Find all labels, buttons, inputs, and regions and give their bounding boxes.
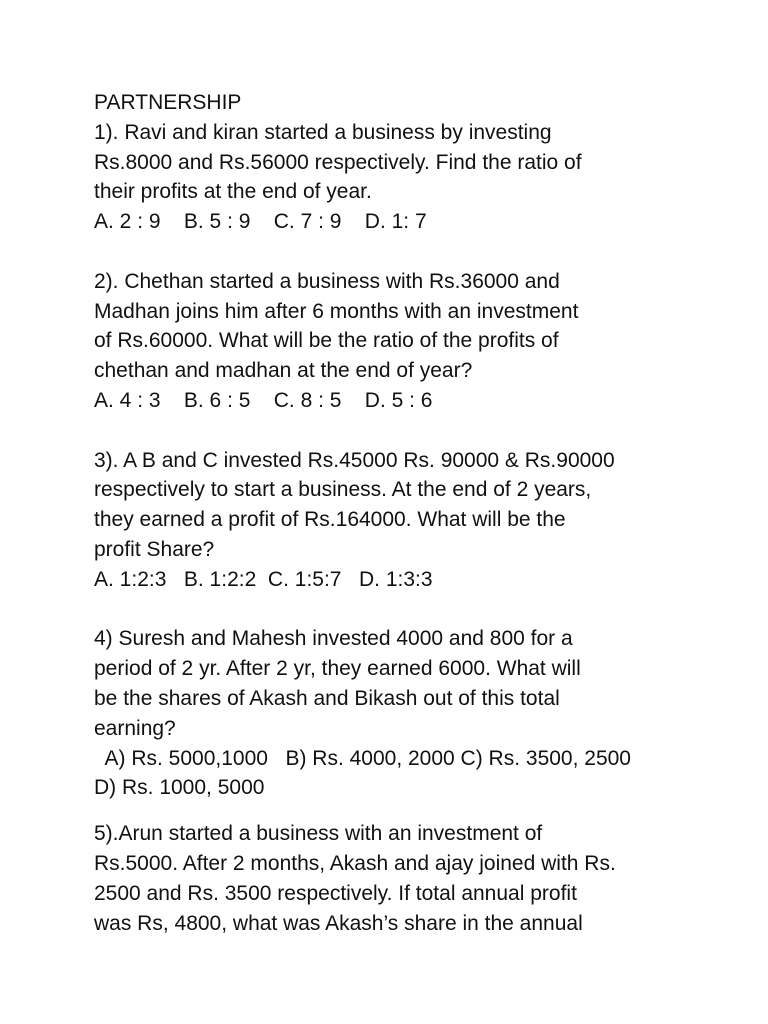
question-1 (94, 118, 744, 237)
question-text-line: they earned a profit of Rs.164000. What will be the (94, 508, 566, 532)
answer-options-continued: D) Rs. 1000, 5000 (94, 776, 265, 800)
question-text-line: of Rs.60000. What will be the ratio of the profits of (94, 329, 559, 353)
question-text-line: chethan and madhan at the end of year? (94, 359, 473, 383)
question-text-line: 4) Suresh and Mahesh invested 4000 and 800 for a (94, 627, 573, 651)
answer-options: A. 1:2:3 B. 1:2:2 C. 1:5:7 D. 1:3:3 (94, 567, 433, 591)
answer-options: A) Rs. 5000,1000 B) Rs. 4000, 2000 C) Rs. 3500, 2500 (94, 746, 631, 770)
question-text-line: 3). A B and C invested Rs.45000 Rs. 90000 & Rs.90000 (94, 448, 615, 472)
question-text-line: be the shares of Akash and Bikash out of this total (94, 686, 560, 710)
question-text-line: their profits at the end of year. (94, 180, 372, 204)
question-text-line: Madhan joins him after 6 months with an investment (94, 299, 579, 323)
question-5 (94, 819, 744, 938)
spacer (94, 416, 744, 446)
question-2 (94, 267, 744, 416)
question-text-line: profit Share? (94, 537, 215, 561)
question-text-line: earning? (94, 716, 176, 740)
spacer (94, 595, 744, 625)
question-text-line: was Rs, 4800, what was Akash’s share in the annual (94, 911, 583, 935)
question-4 (94, 624, 744, 803)
question-text-line: respectively to start a business. At the end of 2 years, (94, 478, 592, 502)
question-text-line: 1). Ravi and kiran started a business by investing (94, 120, 552, 144)
page-title: PARTNERSHIP (94, 91, 242, 114)
spacer (94, 803, 744, 819)
answer-options: A. 4 : 3 B. 6 : 5 C. 8 : 5 D. 5 : 6 (94, 388, 433, 412)
question-text-line: 2). Chethan started a business with Rs.36000 and (94, 269, 560, 293)
question-text-line: 5).Arun started a business with an investment of (94, 822, 543, 846)
question-text-line: period of 2 yr. After 2 yr, they earned 6000. What will (94, 657, 581, 681)
question-text-line: Rs.5000. After 2 months, Akash and ajay joined with Rs. (94, 851, 616, 875)
document-page (94, 88, 744, 938)
answer-options: A. 2 : 9 B. 5 : 9 C. 7 : 9 D. 1: 7 (94, 210, 427, 234)
spacer (94, 237, 744, 267)
question-3 (94, 446, 744, 595)
question-text-line: Rs.8000 and Rs.56000 respectively. Find the ratio of (94, 150, 582, 174)
question-text-line: 2500 and Rs. 3500 respectively. If total annual profit (94, 881, 577, 905)
